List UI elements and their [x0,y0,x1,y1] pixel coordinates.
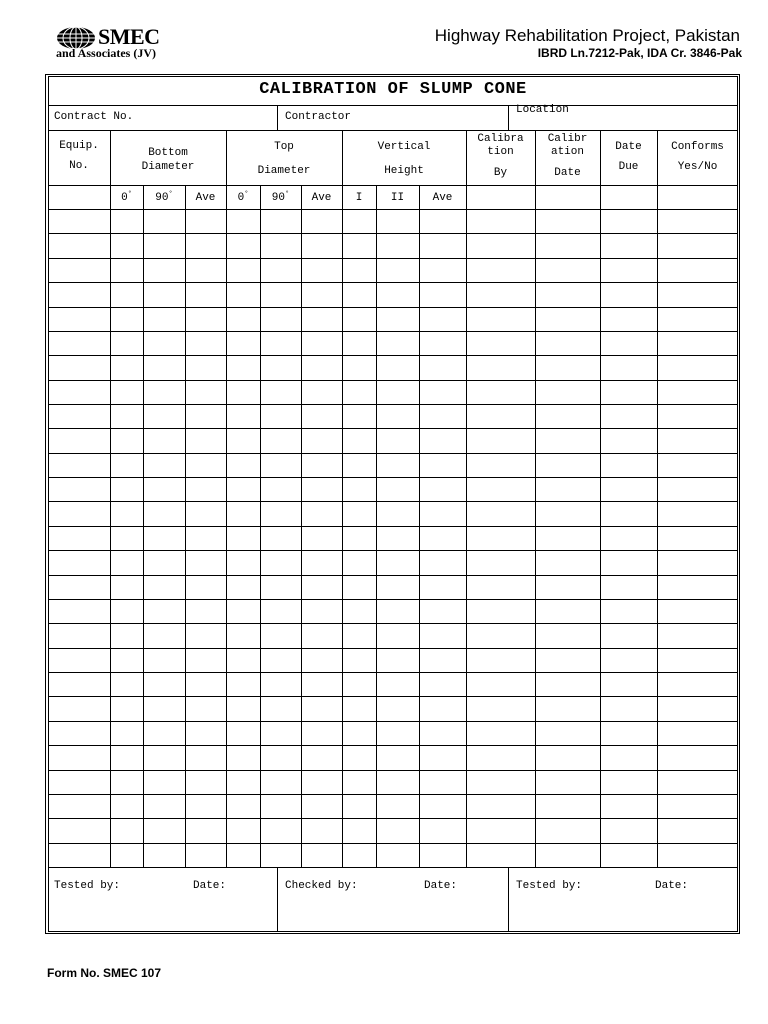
table-row-rule [48,599,738,600]
top-ave-label: Ave [311,192,332,204]
table-row-rule [48,648,738,649]
logo-name: SMEC [98,24,160,49]
table-row-rule [48,233,738,234]
height-i-label: I [355,192,363,204]
table-column-rule [143,185,144,867]
project-reference: IBRD Ln.7212-Pak, IDA Cr. 3846-Pak [537,46,742,60]
table-row-rule [48,794,738,795]
table-row-rule [48,501,738,502]
table-row-rule [48,307,738,308]
location-label: Location [516,104,569,116]
table-row-rule [48,404,738,405]
deg-value: 0 [121,192,128,204]
vertical-height-header [342,141,466,178]
table-row-rule [48,428,738,429]
rule-under-header [48,185,738,186]
rule-under-contract [48,130,738,131]
divider-contractor-location [508,105,509,130]
table-row-rule [48,258,738,259]
degree-mark: ° [285,190,290,199]
table-row-rule [48,721,738,722]
calib-date-line1: Calibr [547,133,588,145]
top-diameter-header [226,141,342,178]
table-column-rule [376,185,377,867]
rule-above-footer [48,867,738,868]
table-column-rule [110,185,111,867]
table-column-rule [260,185,261,867]
table-row-rule [48,818,738,819]
conforms-line1: Conforms [671,141,724,153]
degree-mark: ° [127,190,132,199]
calibration-by-header [466,133,535,180]
top-0-deg-label [226,192,260,205]
tested-2-date-label: Date: [655,880,689,892]
divider-contract-contractor [277,105,278,130]
degree-mark: ° [168,190,173,199]
table-row-rule [48,696,738,697]
bottom-header-line1: Bottom [148,147,188,159]
table-column-rule [342,185,343,867]
tested-by-2-label: Tested by: [516,880,583,892]
deg-value: 0 [237,192,245,204]
table-row-rule [48,477,738,478]
smec-logo [56,25,186,61]
table-row-rule [48,526,738,527]
table-column-rule [419,185,420,867]
bottom-header-line2: Diameter [141,161,195,173]
table-column-rule [600,185,601,867]
calibration-date-header [535,133,600,180]
calib-by-line1: Calibra [477,133,524,145]
table-row-rule [48,770,738,771]
tested-date-label: Date: [193,880,227,892]
bottom-diameter-header [110,147,226,174]
tested-by-label: Tested by: [54,880,121,892]
table-row-rule [48,355,738,356]
table-column-rule [185,185,186,867]
calib-by-line2: tion [487,146,514,158]
top-90-deg-label [260,192,301,205]
footer-divider-1 [277,867,278,931]
table-row-rule [48,843,738,844]
table-row-rule [48,282,738,283]
project-title: Highway Rehabilitation Project, Pakistan [434,26,740,45]
bottom-0-deg-label [110,192,143,205]
deg-value: 90 [271,192,285,204]
rule-under-subheader [48,209,738,210]
deg-value: 90 [155,192,169,204]
table-column-rule [226,185,227,867]
degree-mark: ° [244,190,249,199]
bottom-ave-label: Ave [195,192,216,204]
height-ii-label: II [390,192,405,204]
form-title: CALIBRATION OF SLUMP CONE [259,80,527,99]
table-row-rule [48,672,738,673]
equip-header-line2: No. [69,160,89,172]
calib-date-line2: ation [550,146,584,158]
table-row-rule [48,550,738,551]
table-row-rule [48,380,738,381]
equip-header-line1: Equip. [59,140,99,152]
conforms-line2: Yes/No [677,161,718,173]
top-header-line1: Top [274,141,294,153]
calib-by-line3: By [493,167,508,179]
footer-divider-2 [508,867,509,931]
height-ave-label: Ave [432,192,453,204]
rule-under-title [48,105,738,106]
date-due-line1: Date [615,141,642,153]
table-row-rule [48,575,738,576]
contract-no-label: Contract No. [54,111,134,123]
checked-by-label: Checked by: [285,880,358,892]
contractor-label: Contractor [285,111,352,123]
table-column-rule [657,185,658,867]
date-due-header [600,141,657,174]
table-column-rule [466,185,467,867]
form-number: Form No. SMEC 107 [47,966,162,980]
table-row-rule [48,745,738,746]
conforms-header [657,141,738,174]
table-row-rule [48,331,738,332]
checked-date-label: Date: [424,880,458,892]
top-header-line2: Diameter [257,165,311,177]
table-row-rule [48,453,738,454]
calib-date-line3: Date [554,167,581,179]
table-row-rule [48,623,738,624]
table-column-rule [301,185,302,867]
table-column-rule [535,185,536,867]
bottom-90-deg-label [143,192,185,205]
vertical-header-line1: Vertical [377,141,431,153]
date-due-line2: Due [618,161,639,173]
vertical-header-line2: Height [384,165,424,177]
logo-subtitle: and Associates (JV) [56,46,157,60]
equip-no-header [48,140,110,173]
